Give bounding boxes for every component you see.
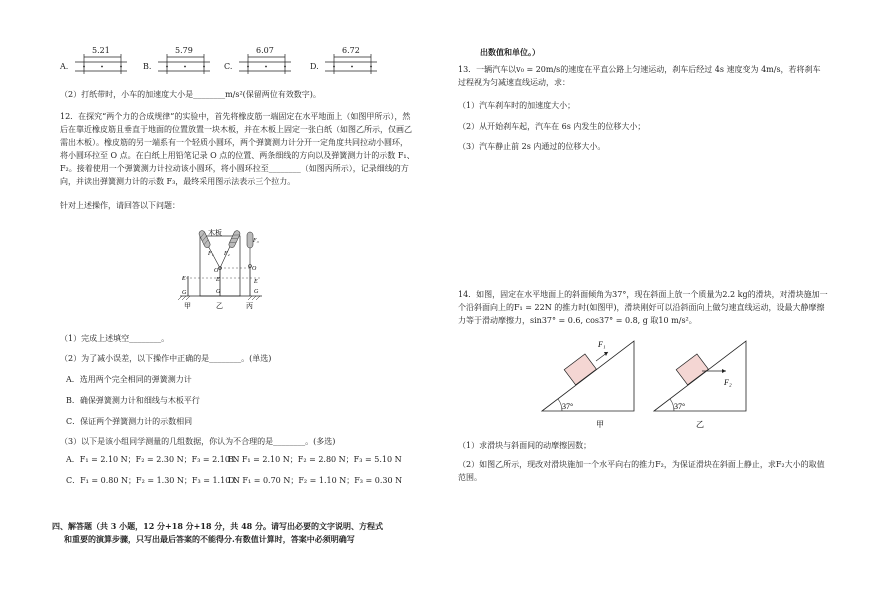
tape-value-label: 5.79 xyxy=(175,46,193,55)
g-label-c: G xyxy=(254,289,259,295)
tape-option-letter: B. xyxy=(143,62,152,71)
angle-label-jia: 37° xyxy=(562,402,574,411)
tape-d-diagram xyxy=(325,54,377,74)
q12-2-option-b: B．确保弹簧测力计和细线与木板平行 xyxy=(66,396,200,405)
e-label-c: E xyxy=(254,279,258,285)
q12-figure xyxy=(172,228,272,310)
board-label: 木板 xyxy=(208,229,222,237)
tape-option-a xyxy=(60,44,135,76)
q13-part3: （3）汽车静止前 2s 内通过的位移大小。 xyxy=(458,142,606,151)
caption-jia: 甲 xyxy=(184,302,191,310)
section4-heading-line2: 和重要的演算步骤，只写出最后答案的不能得分.有数值计算时，答案中必须明确写 xyxy=(64,534,355,544)
tape-b-diagram xyxy=(158,54,210,74)
tape-option-letter: D. xyxy=(310,62,319,71)
g-label-b: G xyxy=(216,289,221,295)
q12-3-option-b: B．F₁ = 2.10 N；F₂ = 2.80 N；F₃ = 5.10 N xyxy=(228,455,402,464)
tape-option-c xyxy=(224,44,299,76)
tape-value-label: 5.21 xyxy=(92,46,110,55)
q13-part2: （2）从开始刹车起，汽车在 6s 内发生的位移大小； xyxy=(458,122,646,131)
q12-3-option-c: C．F₁ = 0.80 N；F₂ = 1.30 N；F₃ = 1.10 N xyxy=(66,476,240,485)
f2-label: F₂ xyxy=(224,251,230,257)
q12-intro: 12．在探究“两个力的合成规律”的实验中，首先将橡皮筋一端固定在水平地面上（如图甲所示），然后在靠近橡皮筋且垂直于地面的位置放置一块木板，并在木板上固定一张白纸（如图乙所示，仅画乙需出木板）。橡皮筋的另一端系有一个轻质小圆环，两个弹簧测力计分开一定角度共同拉动小圆环，将小圆环拉至 O 点。在白纸上用铅笔记录 O 点的位置、两条细线的方向以及弹簧测力计的示数 F₁、F₂。接着使用一个弹簧测力计拉动该小圆环，将小圆环拉至________（如图丙所示），记录细线的方向，并读出弹簧测力计的示数 F₃，最终采用图示法表示三个拉力。 xyxy=(60,112,415,186)
e-label-a: E xyxy=(182,276,186,282)
tape-c-diagram xyxy=(239,54,291,74)
q12-3-option-a: A．F₁ = 2.10 N；F₂ = 2.30 N；F₃ = 2.10 N xyxy=(66,455,240,464)
q12-2-option-a: A．选用两个完全相同的弹簧测力计 xyxy=(66,375,192,384)
q12-figure-drawing xyxy=(172,228,272,310)
force2-label: F₂ xyxy=(724,378,732,387)
q12-3-option-d: D．F₁ = 0.70 N；F₂ = 1.10 N；F₃ = 0.30 N xyxy=(228,476,403,485)
tape-option-d xyxy=(310,44,385,76)
e-label-b: E xyxy=(216,277,220,283)
g-label-a: G xyxy=(182,290,187,296)
tape-options-row xyxy=(60,44,400,76)
incline-figure-yi xyxy=(652,335,752,430)
o-label-c: O xyxy=(252,266,257,272)
tape-option-letter: A. xyxy=(60,62,69,71)
q12-note: 针对上述操作，请回答以下问题： xyxy=(60,201,180,210)
f1-label: F₁ xyxy=(208,251,214,257)
section4-heading-cont: 出数值和单位。） xyxy=(480,47,540,57)
q11-part2: （2）打纸带时，小车的加速度大小是________m/s²(保留两位有效数字)。 xyxy=(60,90,321,99)
q12-part2: （2）为了减小误差，以下操作中正确的是________。(单选) xyxy=(60,354,272,363)
q13-part1: （1）汽车刹车时的加速度大小； xyxy=(458,101,576,110)
q14-stem: 14．如图，固定在水平地面上的斜面倾角为37°，现在斜面上放一个质量为2.2 kg的滑块，对滑块施加一个沿斜面向上的F₁ = 22N 的推力时(如图甲)，滑块刚好可以沿斜面向上做匀速直线运动，设最大静摩擦力等于滑动摩擦力，sin37° = 0.6, cos37° = 0.8, g 取10 m/s²。 xyxy=(458,290,828,325)
q14-part2: （2）如图乙所示，现改对滑块施加一个水平向右的推力F₂，为保证滑块在斜面上静止，求F₂大小的取值范围。 xyxy=(458,460,825,482)
f3-label: F₃ xyxy=(253,238,259,244)
angle-label-yi: 37° xyxy=(674,402,686,411)
tape-value-label: 6.07 xyxy=(256,46,274,55)
q12-2-option-c: C．保证两个弹簧测力计的示数相同 xyxy=(66,417,193,426)
caption-incline-yi: 乙 xyxy=(696,420,704,429)
q12-part1: （1）完成上述填空________。 xyxy=(60,334,170,343)
q13-stem: 13．一辆汽车以v₀ = 20m/s的速度在平直公路上匀速运动，刹车后经过 4s 速度变为 4m/s，若将刹车过程视为匀减速直线运动，求： xyxy=(458,65,821,87)
tape-a-diagram xyxy=(75,54,127,74)
incline-figure-jia xyxy=(540,335,640,430)
caption-bing: 丙 xyxy=(246,302,253,310)
tape-option-b xyxy=(143,44,218,76)
q14-part1: （1）求滑块与斜面间的动摩擦因数； xyxy=(458,441,592,450)
caption-incline-jia: 甲 xyxy=(596,420,604,429)
o-label: O xyxy=(214,268,219,274)
tape-option-letter: C. xyxy=(224,62,233,71)
incline-yi-drawing xyxy=(652,335,752,430)
q12-part3: （3）以下是该小组同学测量的几组数据，你认为不合理的是________。(多选) xyxy=(60,437,336,446)
tape-value-label: 6.72 xyxy=(342,46,360,55)
caption-yi: 乙 xyxy=(216,302,223,310)
incline-jia-drawing xyxy=(540,335,640,430)
force1-label: F₁ xyxy=(598,340,606,349)
section4-heading-line1: 四、解答题（共 3 小题，12 分+18 分+18 分，共 48 分。请写出必要的文字说明、方程式 xyxy=(52,521,383,531)
